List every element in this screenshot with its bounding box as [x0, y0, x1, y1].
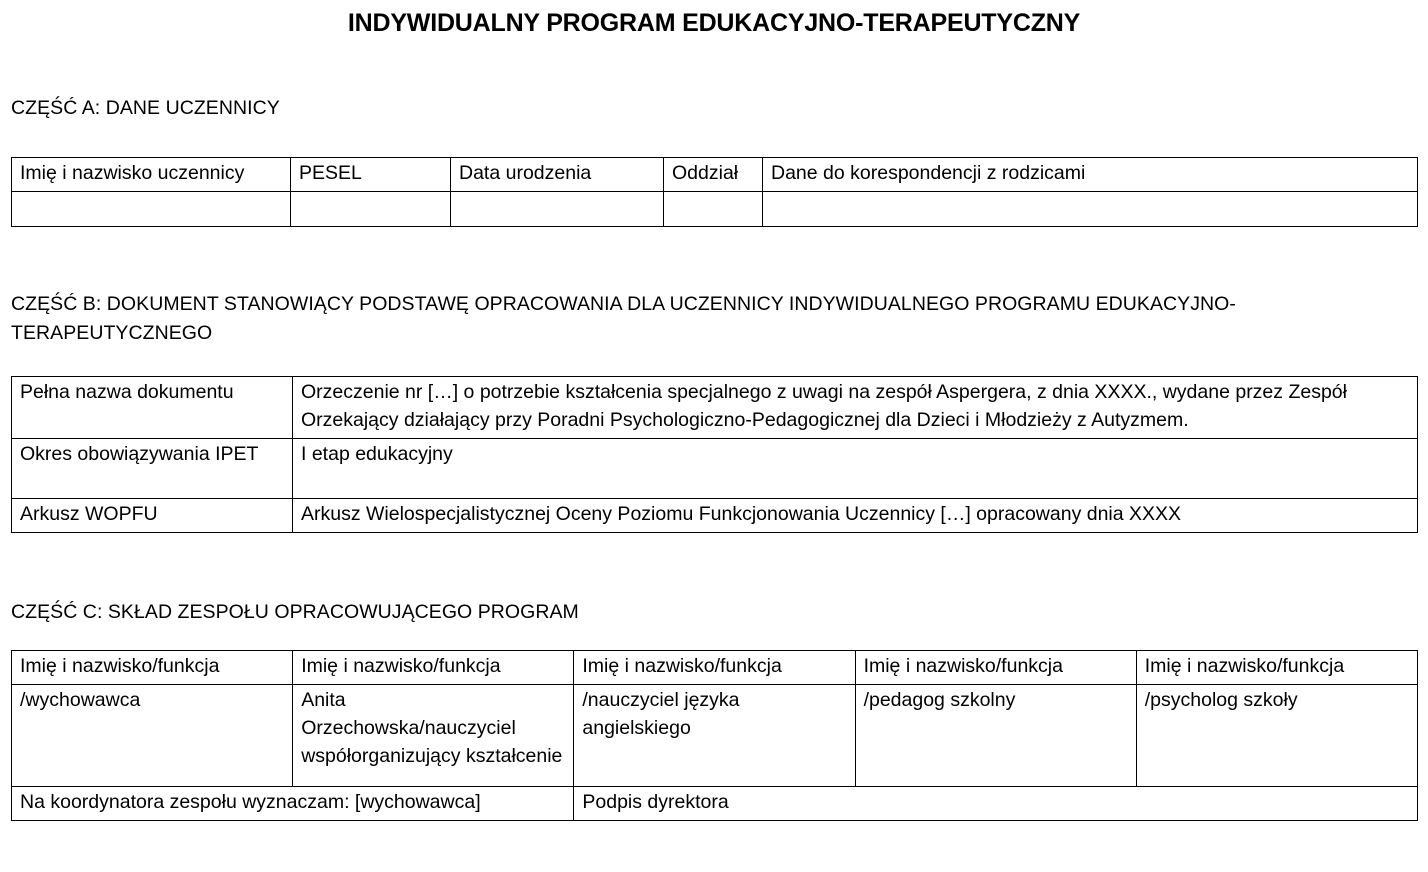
row-value-wopfu-sheet[interactable]: Arkusz Wielospecjalistycznej Oceny Poziomu Funkcjonowania Uczennicy […] opracowany dnia XXXX: [293, 498, 1418, 532]
column-header-member-1: Imię i nazwisko/funkcja: [12, 651, 293, 685]
spacer-after-part-b-heading: [11, 347, 1417, 376]
part-a-heading: CZĘŚĆ A: DANE UCZENNICY: [11, 96, 280, 119]
cell-member-2[interactable]: Anita Orzechowska/nauczyciel współorganizujący kształcenie: [293, 685, 574, 787]
column-header-pesel: PESEL: [291, 158, 451, 192]
column-header-member-4: Imię i nazwisko/funkcja: [855, 651, 1136, 685]
cell-member-4[interactable]: /pedagog szkolny: [855, 685, 1136, 787]
column-header-parent-contact: Dane do korespondencji z rodzicami: [763, 158, 1418, 192]
table-row: [12, 377, 1418, 439]
table-row: [12, 685, 1418, 787]
column-header-member-5: Imię i nazwisko/funkcja: [1136, 651, 1417, 685]
table-header-row: [12, 651, 1418, 685]
row-value-document-name[interactable]: Orzeczenie nr […] o potrzebie kształcenia specjalnego z uwagi na zespół Aspergera, z dnia XXXX., wydane przez Zespół Orzekający działający przy Poradni Psychologiczno-Pedagogicznej dla Dzieci i Młodzieży z Autyzmem.: [293, 377, 1418, 439]
column-header-birth-date: Data urodzenia: [451, 158, 664, 192]
spacer-before-part-b: [11, 227, 1417, 290]
row-label-document-name: Pełna nazwa dokumentu: [12, 377, 293, 439]
table-footer-row: [12, 787, 1418, 821]
table-row: [12, 498, 1418, 532]
table-row: [12, 438, 1418, 498]
row-label-ipet-period: Okres obowiązywania IPET: [12, 438, 293, 498]
column-header-student-name: Imię i nazwisko uczennicy: [12, 158, 291, 192]
row-label-wopfu-sheet: Arkusz WOPFU: [12, 498, 293, 532]
row-value-ipet-period[interactable]: I etap edukacyjny: [293, 438, 1418, 498]
cell-member-3[interactable]: /nauczyciel języka angielskiego: [574, 685, 855, 787]
part-c-heading: CZĘŚĆ C: SKŁAD ZESPOŁU OPRACOWUJĄCEGO PROGRAM: [11, 600, 579, 623]
part-c-table: [11, 650, 1418, 821]
cell-member-1[interactable]: /wychowawca: [12, 685, 293, 787]
cell-parent-contact[interactable]: [763, 192, 1418, 227]
part-b-table: [11, 376, 1418, 533]
cell-member-5[interactable]: /psycholog szkoły: [1136, 685, 1417, 787]
table-header-row: [12, 158, 1418, 192]
spacer-before-part-c: [11, 533, 1417, 598]
cell-student-name[interactable]: [12, 192, 291, 227]
cell-director-signature[interactable]: Podpis dyrektora: [574, 787, 1418, 821]
column-header-member-2: Imię i nazwisko/funkcja: [293, 651, 574, 685]
cell-birth-date[interactable]: [451, 192, 664, 227]
column-header-class: Oddział: [664, 158, 763, 192]
cell-class[interactable]: [664, 192, 763, 227]
page-title: INDYWIDUALNY PROGRAM EDUKACYJNO-TERAPEUTYCZNY: [347, 9, 1081, 37]
part-b-heading: CZĘŚĆ B: DOKUMENT STANOWIĄCY PODSTAWĘ OPRACOWANIA DLA UCZENNICY INDYWIDUALNEGO PROGRAMU EDUKACYJNO-TERAPEUTYCZNEGO: [11, 293, 1236, 344]
table-row: [12, 192, 1418, 227]
cell-pesel[interactable]: [291, 192, 451, 227]
cell-coordinator-assignment[interactable]: Na koordynatora zespołu wyznaczam: [wychowawca]: [12, 787, 574, 821]
part-a-table: [11, 157, 1418, 227]
column-header-member-3: Imię i nazwisko/funkcja: [574, 651, 855, 685]
spacer-before-part-a: [11, 38, 1417, 94]
spacer-after-part-c-heading: [11, 626, 1417, 650]
spacer-after-part-a-heading: [11, 122, 1417, 157]
